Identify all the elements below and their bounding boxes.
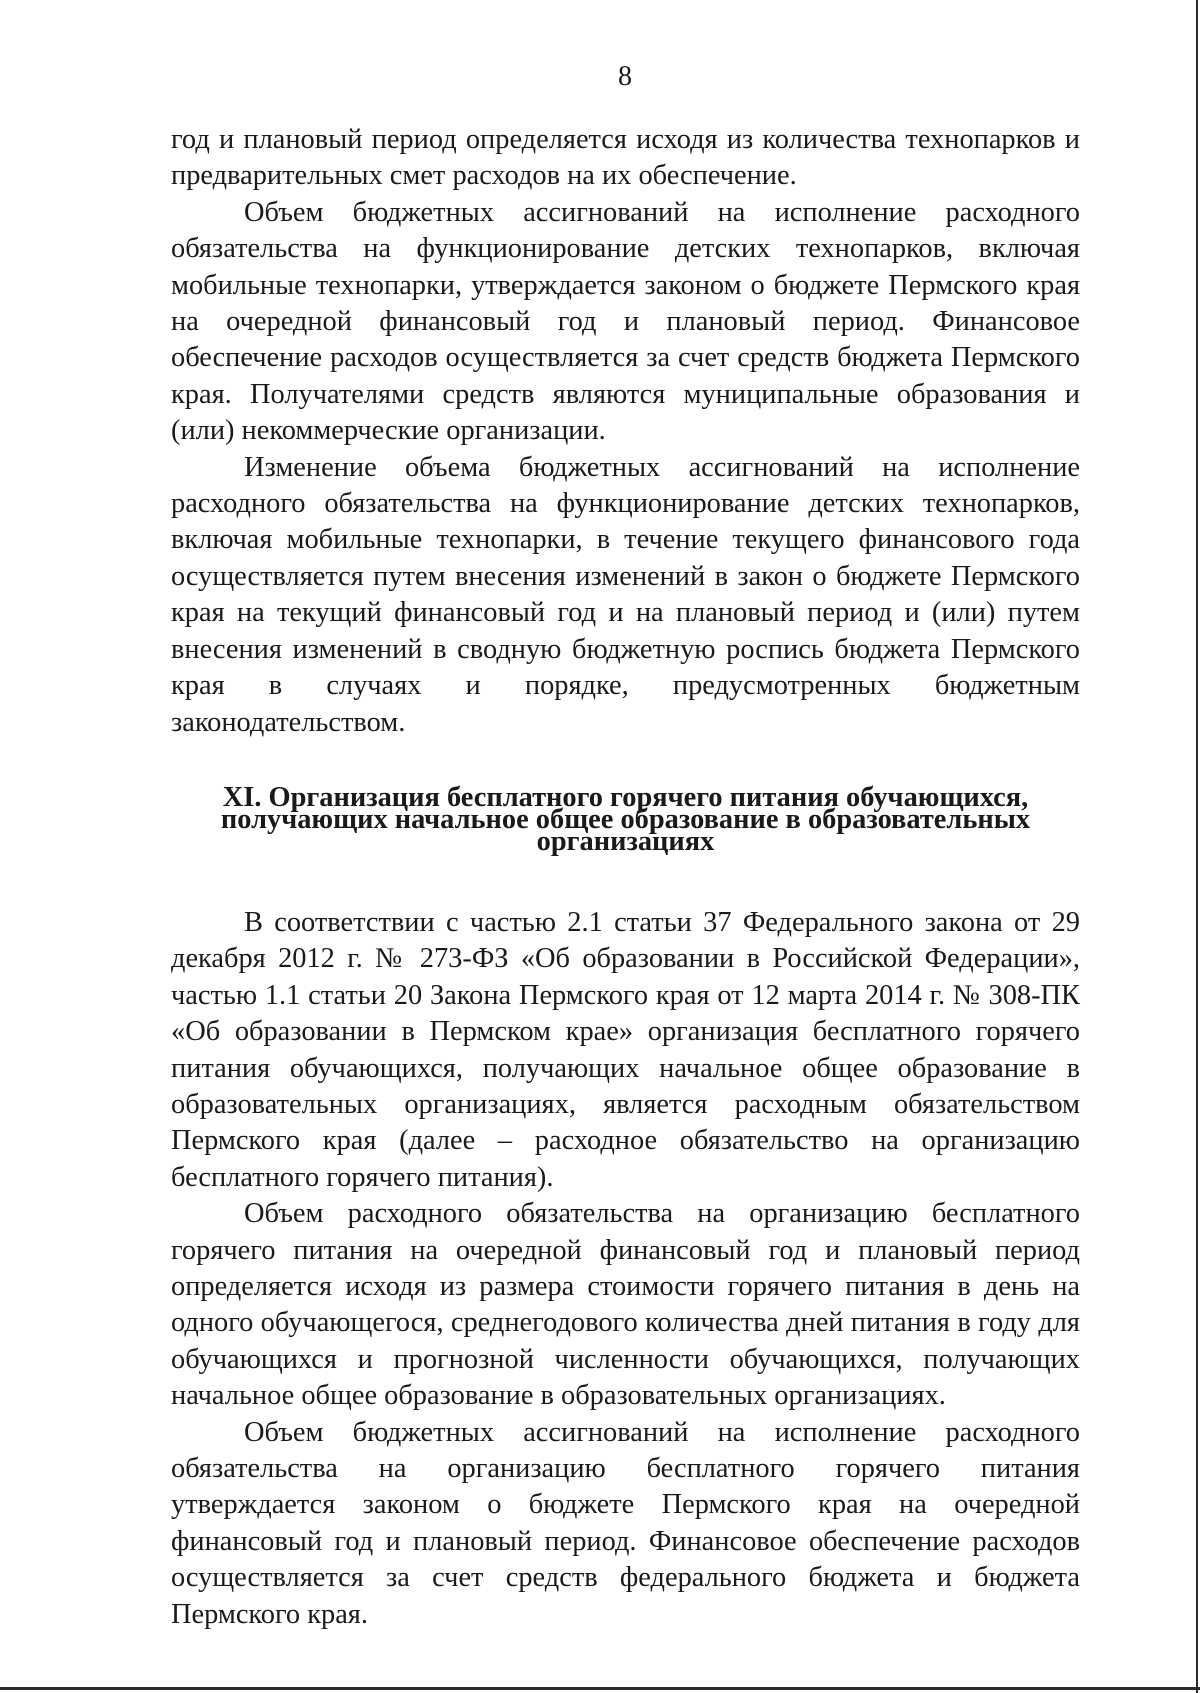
section-heading-line: организациях xyxy=(536,825,715,857)
paragraph-change-allocations-technoparks: Изменение объема бюджетных ассигнований на исполнение расходного обязательства на функционирование детских технопарков, включая мобильные технопарки, в течение текущего финансового года осуществляется путем внесения изменений в закон о бюджете Пермского края на текущий финансовый год и на плановый период и (или) путем внесения изменений в сводную бюджетную роспись бюджета Пермского края в случаях и порядке, предусмотренных бюджетным законодательством. xyxy=(171,451,1080,738)
paragraph-continuation: год и плановый период определяется исходя из количества технопарков и предварительных смет расходов на их обеспечение. xyxy=(171,124,1080,192)
paragraph-budget-allocations-technoparks: Объем бюджетных ассигнований на исполнение расходного обязательства на функционирование детских технопарков, включая мобильные технопарки, утверждается законом о бюджете Пермского края на очередной финансовый год и плановый период. Финансовое обеспечение расходов осуществляется за счет средств бюджета Пермского края. Получателями средств являются муниципальные образования и (или) некоммерческие организации. xyxy=(171,196,1080,447)
section-heading-line: XI. Организация бесплатного горячего питания обучающихся, xyxy=(222,781,1029,813)
section-heading-xi xyxy=(171,781,1080,857)
scan-border-bottom xyxy=(0,1687,1200,1690)
section-heading-line: получающих начальное общее образование в образовательных xyxy=(220,803,1031,835)
page-number: 8 xyxy=(618,61,632,92)
scan-border-right xyxy=(1196,0,1198,1693)
paragraph-legal-basis: В соответствии с частью 2.1 статьи 37 Федерального закона от 29 декабря 2012 г. № 273-ФЗ «Об образовании в Российской Федерации», частью 1.1 статьи 20 Закона Пермского края от 12 марта 2014 г. № 308-ПК «Об образовании в Пермском крае» организация бесплатного горячего питания обучающихся, получающих начальное общее образование в образовательных организациях, является расходным обязательством Пермского края (далее – расходное обязательство на организацию бесплатного горячего питания). xyxy=(171,906,1080,1193)
paragraph-budget-allocations-meals: Объем бюджетных ассигнований на исполнение расходного обязательства на организацию бесплатного горячего питания утверждается законом о бюджете Пермского края на очередной финансовый год и плановый период. Финансовое обеспечение расходов осуществляется за счет средств федерального бюджета и бюджета Пермского края. xyxy=(171,1416,1080,1630)
document-body xyxy=(171,122,1080,1633)
paragraph-obligation-volume: Объем расходного обязательства на организацию бесплатного горячего питания на очередной финансовый год и плановый период определяется исходя из размера стоимости горячего питания в день на одного обучающегося, среднегодового количества дней питания в году для обучающихся и прогнозной численности обучающихся, получающих начальное общее образование в образовательных организациях. xyxy=(171,1198,1080,1412)
